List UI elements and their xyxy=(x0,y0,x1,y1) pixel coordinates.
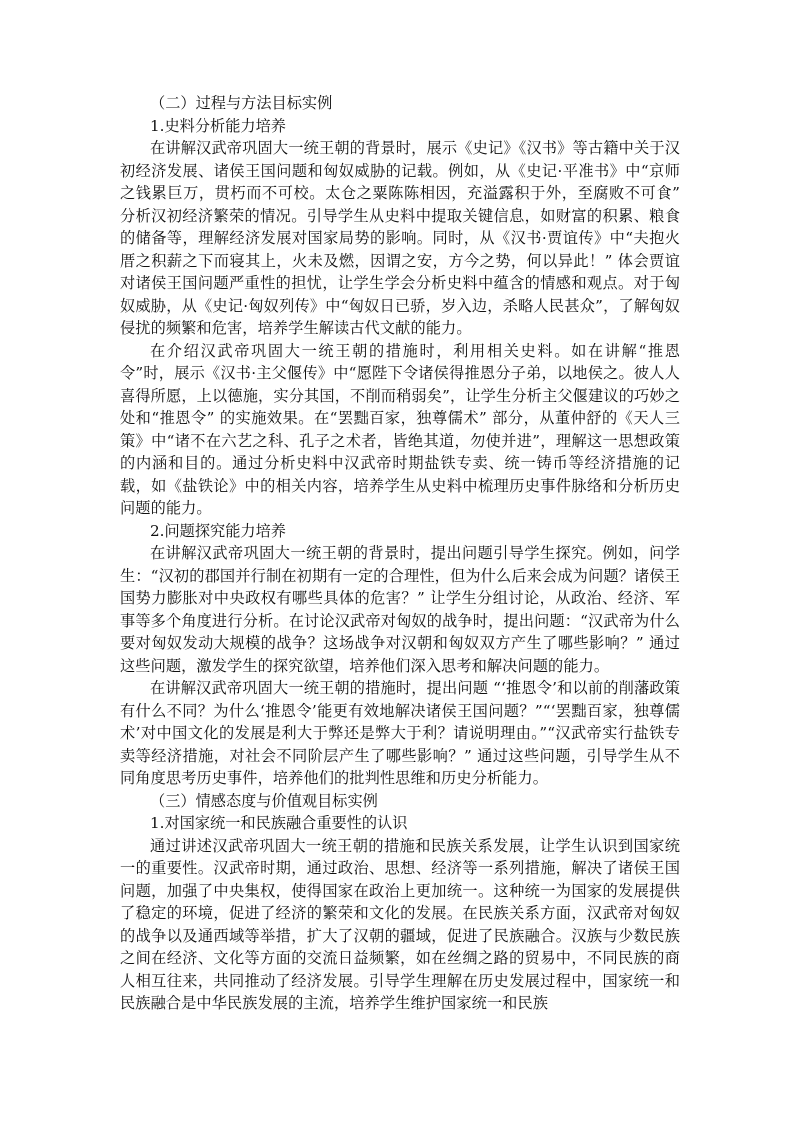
document-page xyxy=(120,92,680,1015)
paragraph-inquiry-measures: 在讲解汉武帝巩固大一统王朝的措施时，提出问题 “‘推恩令’和以前的削藩政策有什么不同？为什么‘推恩令’能更有效地解决诸侯王国问题？”“‘罢黜百家，独尊儒术’对中国文化的发展是利大于弊还是弊大于利？请说明理由。”“汉武帝实行盐铁专卖等经济措施，对社会不同阶层产生了哪些影响？” 通过这些问题，引导学生从不同角度思考历史事件，培养他们的批判性思维和历史分析能力。 xyxy=(120,679,680,787)
subsection-title-unity: 1.对国家统一和民族融合重要性的认识 xyxy=(150,814,408,832)
subsection-title-source-analysis: 1.史料分析能力培养 xyxy=(150,116,286,135)
section-heading-process-method: （二）过程与方法目标实例 xyxy=(150,94,333,112)
paragraph-inquiry-background: 在讲解汉武帝巩固大一统王朝的背景时，提出问题引导学生探究。例如，问学生：“汉初的郡国并行制在初期有一定的合理性，但为什么后来会成为问题？诸侯王国势力膨胀对中央政权有哪些具体的危害？” 让学生分组讨论，从政治、经济、军事等多个角度进行分析。在讨论汉武帝对匈奴的战争时，提出问题：“汉武帝为什么要对匈奴发动大规模的战争？这场战争对汉朝和匈奴双方产生了哪些影响？” 通过这些问题，激发学生的探究欲望，培养他们深入思考和解决问题的能力。 xyxy=(120,544,680,675)
subsection-title-inquiry: 2.问题探究能力培养 xyxy=(150,521,286,540)
section-heading-values: （三）情感态度与价值观目标实例 xyxy=(150,791,378,810)
paragraph-unity: 通过讲述汉武帝巩固大一统王朝的措施和民族关系发展，让学生认识到国家统一的重要性。汉武帝时期，通过政治、思想、经济等一系列措施，解决了诸侯王国问题，加强了中央集权，使得国家在政治上更加统一。这种统一为国家的发展提供了稳定的环境，促进了经济的繁荣和文化的发展。在民族关系方面，汉武帝对匈奴的战争以及通西域等举措，扩大了汉朝的疆域，促进了民族融合。汉族与少数民族之间在经济、文化等方面的交流日益频繁，如在丝绸之路的贸易中，不同民族的商人相互往来，共同推动了经济发展。引导学生理解在历史发展过程中，国家统一和民族融合是中华民族发展的主流，培养学生维护国家统一和民族 xyxy=(120,836,680,1012)
paragraph-source-analysis-measures: 在介绍汉武帝巩固大一统王朝的措施时，利用相关史料。如在讲解“推恩令”时，展示《汉书·主父偃传》中“愿陛下令诸侯得推恩分子弟，以地侯之。彼人人喜得所愿，上以德施，实分其国，不削而稍弱矣”，让学生分析主父偃建议的巧妙之处和“推恩令” 的实施效果。在“罢黜百家，独尊儒术” 部分，从董仲舒的《天人三策》中“诸不在六艺之科、孔子之术者，皆绝其道，勿使并进”，理解这一思想政策的内涵和目的。通过分析史料中汉武帝时期盐铁专卖、统一铸币等经济措施的记载，如《盐铁论》中的相关内容，培养学生从史料中梳理历史事件脉络和分析历史问题的能力。 xyxy=(120,341,680,517)
paragraph-source-analysis-background: 在讲解汉武帝巩固大一统王朝的背景时，展示《史记》《汉书》等古籍中关于汉初经济发展、诸侯王国问题和匈奴威胁的记载。例如，从《史记·平准书》中“京师之钱累巨万，贯朽而不可校。太仓之粟陈陈相因，充溢露积于外，至腐败不可食” 分析汉初经济繁荣的情况。引导学生从史料中提取关键信息，如财富的积累、粮食的储备等，理解经济发展对国家局势的影响。同时，从《汉书·贾谊传》中“夫抱火厝之积薪之下而寝其上，火未及燃，因谓之安，方今之势，何以异此！” 体会贾谊对诸侯王国问题严重性的担忧，让学生学会分析史料中蕴含的情感和观点。对于匈奴威胁，从《史记·匈奴列传》中“匈奴日已骄，岁入边，杀略人民甚众”，了解匈奴侵扰的频繁和危害，培养学生解读古代文献的能力。 xyxy=(120,139,680,337)
